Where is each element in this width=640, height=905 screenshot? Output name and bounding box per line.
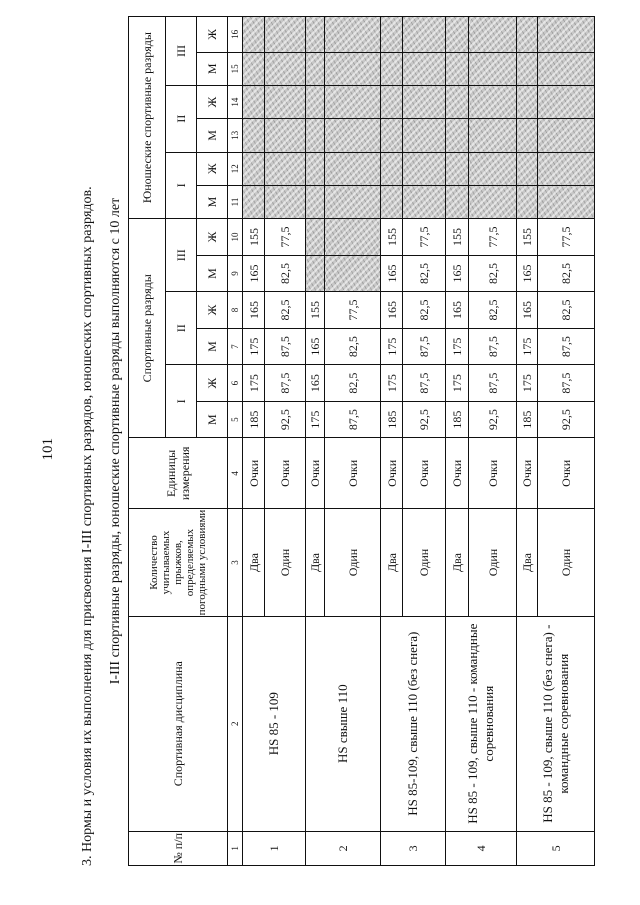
hatched-cell: [517, 185, 538, 218]
header-female: Ж: [197, 292, 228, 329]
hatched-cell: [403, 119, 446, 152]
value-cell: 165: [381, 292, 403, 329]
unit-cell: Очки: [517, 438, 538, 509]
value-cell: 165: [446, 255, 469, 292]
hatched-cell: [243, 119, 265, 152]
header-rank-II: II: [166, 292, 197, 365]
value-cell: 185: [446, 401, 469, 438]
value-cell: 82,5: [403, 255, 446, 292]
unit-cell: Очки: [403, 438, 446, 509]
value-cell: 87,5: [265, 328, 306, 365]
hatched-cell: [538, 52, 595, 85]
hatched-cell: [306, 185, 325, 218]
value-cell: 165: [306, 328, 325, 365]
column-number: 14: [228, 85, 243, 118]
table-row: [243, 17, 265, 866]
hatched-cell: [446, 185, 469, 218]
hatched-cell: [403, 152, 446, 185]
column-number: 9: [228, 255, 243, 292]
table-body: [243, 17, 595, 866]
hatched-cell: [381, 85, 403, 118]
hatched-cell: [265, 52, 306, 85]
value-cell: 77,5: [403, 219, 446, 256]
hatched-cell: [538, 152, 595, 185]
unit-cell: Очки: [469, 438, 517, 509]
column-number: 16: [228, 17, 243, 53]
hatched-cell: [381, 152, 403, 185]
hatched-cell: [446, 85, 469, 118]
hatched-cell: [325, 52, 381, 85]
value-cell: 175: [306, 401, 325, 438]
table-row: [446, 17, 469, 866]
rotated-page-content: [78, 16, 638, 866]
value-cell: 82,5: [325, 328, 381, 365]
unit-cell: Очки: [538, 438, 595, 509]
header-youth-rank-II: II: [166, 85, 197, 152]
value-cell: 165: [243, 292, 265, 329]
value-cell: 87,5: [265, 365, 306, 402]
row-number: 4: [446, 831, 517, 865]
value-cell: 82,5: [538, 292, 595, 329]
value-cell: 82,5: [469, 255, 517, 292]
hatched-cell: [306, 17, 325, 53]
value-cell: 92,5: [265, 401, 306, 438]
hatched-cell: [243, 185, 265, 218]
hatched-cell: [265, 119, 306, 152]
value-cell: 87,5: [403, 365, 446, 402]
hatched-cell: [306, 85, 325, 118]
unit-cell: Очки: [381, 438, 403, 509]
value-cell: 175: [517, 365, 538, 402]
jumps-cell: Один: [325, 509, 381, 616]
value-cell: 175: [243, 365, 265, 402]
value-cell: 82,5: [265, 255, 306, 292]
hatched-cell: [243, 52, 265, 85]
header-male: М: [197, 328, 228, 365]
hatched-cell: [538, 119, 595, 152]
header-female: Ж: [197, 365, 228, 402]
value-cell: 82,5: [403, 292, 446, 329]
unit-cell: Очки: [306, 438, 325, 509]
header-jumps: Количество учитываемых прыжков, определяемых погодными условиями: [129, 509, 228, 616]
column-number: 4: [228, 438, 243, 509]
discipline-cell: HS 85-109, свыше 110 (без снега): [381, 616, 446, 831]
hatched-cell: [325, 152, 381, 185]
value-cell: 165: [446, 292, 469, 329]
hatched-cell: [446, 17, 469, 53]
value-cell: 82,5: [325, 365, 381, 402]
jumps-cell: Один: [538, 509, 595, 616]
value-cell: 185: [381, 401, 403, 438]
column-number: 1: [228, 831, 243, 865]
jumps-cell: Два: [517, 509, 538, 616]
hatched-cell: [381, 17, 403, 53]
unit-cell: Очки: [265, 438, 306, 509]
hatched-cell: [538, 185, 595, 218]
value-cell: 165: [517, 255, 538, 292]
header-youth-rank-I: I: [166, 152, 197, 219]
value-cell: 165: [306, 365, 325, 402]
hatched-cell: [265, 152, 306, 185]
column-number: 5: [228, 401, 243, 438]
header-sport-ranks: Спортивные разряды: [129, 219, 166, 438]
hatched-cell: [325, 255, 381, 292]
value-cell: 175: [446, 328, 469, 365]
value-cell: 155: [306, 292, 325, 329]
hatched-cell: [325, 185, 381, 218]
header-youth-rank-III: III: [166, 17, 197, 86]
table-row: [381, 17, 403, 866]
value-cell: 87,5: [403, 328, 446, 365]
value-cell: 155: [446, 219, 469, 256]
hatched-cell: [469, 52, 517, 85]
row-number: 2: [306, 831, 381, 865]
column-number: 6: [228, 365, 243, 402]
hatched-cell: [469, 152, 517, 185]
jumps-cell: Один: [403, 509, 446, 616]
jumps-cell: Один: [265, 509, 306, 616]
hatched-cell: [265, 17, 306, 53]
hatched-cell: [325, 119, 381, 152]
hatched-cell: [325, 219, 381, 256]
header-rank-I: I: [166, 365, 197, 438]
value-cell: 87,5: [325, 401, 381, 438]
hatched-cell: [517, 17, 538, 53]
header-female: Ж: [197, 152, 228, 185]
hatched-cell: [517, 119, 538, 152]
header-female: Ж: [197, 17, 228, 53]
hatched-cell: [469, 85, 517, 118]
discipline-cell: HS свыше 110: [306, 616, 381, 831]
value-cell: 87,5: [538, 365, 595, 402]
header-female: Ж: [197, 85, 228, 118]
hatched-cell: [325, 17, 381, 53]
header-male: М: [197, 52, 228, 85]
section-heading: 3. Нормы и условия их выполнения для присвоения I-III спортивных разрядов, юношеских спортивных разрядов.: [80, 186, 95, 866]
hatched-cell: [381, 52, 403, 85]
hatched-cell: [446, 152, 469, 185]
column-number: 13: [228, 119, 243, 152]
jumps-cell: Два: [243, 509, 265, 616]
norms-table: [128, 16, 595, 866]
hatched-cell: [446, 119, 469, 152]
header-discipline: Спортивная дисциплина: [129, 616, 228, 831]
value-cell: 175: [517, 328, 538, 365]
column-number: 8: [228, 292, 243, 329]
value-cell: 92,5: [403, 401, 446, 438]
value-cell: 165: [517, 292, 538, 329]
value-cell: 87,5: [469, 328, 517, 365]
discipline-cell: HS 85 - 109, свыше 110 - командные соревнования: [446, 616, 517, 831]
header-male: М: [197, 401, 228, 438]
value-cell: 175: [381, 365, 403, 402]
value-cell: 92,5: [538, 401, 595, 438]
unit-cell: Очки: [243, 438, 265, 509]
value-cell: 77,5: [325, 292, 381, 329]
unit-cell: Очки: [325, 438, 381, 509]
discipline-cell: HS 85 - 109: [243, 616, 306, 831]
column-number: 7: [228, 328, 243, 365]
value-cell: 175: [381, 328, 403, 365]
hatched-cell: [265, 185, 306, 218]
hatched-cell: [403, 17, 446, 53]
header-num: № п/п: [129, 831, 228, 865]
hatched-cell: [403, 185, 446, 218]
unit-cell: Очки: [446, 438, 469, 509]
jumps-cell: Два: [446, 509, 469, 616]
hatched-cell: [243, 152, 265, 185]
hatched-cell: [306, 119, 325, 152]
column-number: 10: [228, 219, 243, 256]
hatched-cell: [403, 85, 446, 118]
hatched-cell: [538, 85, 595, 118]
value-cell: 165: [381, 255, 403, 292]
jumps-cell: Два: [381, 509, 403, 616]
hatched-cell: [403, 52, 446, 85]
header-youth-ranks: Юношеские спортивные разряды: [129, 17, 166, 219]
value-cell: 77,5: [265, 219, 306, 256]
hatched-cell: [538, 17, 595, 53]
value-cell: 155: [381, 219, 403, 256]
column-number: 12: [228, 152, 243, 185]
value-cell: 77,5: [538, 219, 595, 256]
header-male: М: [197, 185, 228, 218]
value-cell: 92,5: [469, 401, 517, 438]
header-rank-III: III: [166, 219, 197, 292]
column-number: 11: [228, 185, 243, 218]
hatched-cell: [243, 17, 265, 53]
hatched-cell: [469, 119, 517, 152]
value-cell: 185: [243, 401, 265, 438]
hatched-cell: [517, 152, 538, 185]
value-cell: 82,5: [538, 255, 595, 292]
value-cell: 82,5: [265, 292, 306, 329]
jumps-cell: Один: [469, 509, 517, 616]
discipline-cell: HS 85 - 109, свыше 110 (без снега) - командные соревнования: [517, 616, 595, 831]
hatched-cell: [306, 152, 325, 185]
value-cell: 165: [243, 255, 265, 292]
column-number: 3: [228, 509, 243, 616]
column-number: 15: [228, 52, 243, 85]
row-number: 1: [243, 831, 306, 865]
hatched-cell: [469, 185, 517, 218]
column-number: 2: [228, 616, 243, 831]
value-cell: 185: [517, 401, 538, 438]
header-female: Ж: [197, 219, 228, 256]
value-cell: 155: [517, 219, 538, 256]
hatched-cell: [306, 52, 325, 85]
hatched-cell: [243, 85, 265, 118]
hatched-cell: [517, 85, 538, 118]
page-number: 101: [40, 438, 56, 461]
value-cell: 77,5: [469, 219, 517, 256]
value-cell: 87,5: [469, 365, 517, 402]
value-cell: 155: [243, 219, 265, 256]
hatched-cell: [469, 17, 517, 53]
hatched-cell: [325, 85, 381, 118]
hatched-cell: [381, 119, 403, 152]
table-row: [517, 17, 538, 866]
row-number: 3: [381, 831, 446, 865]
header-male: М: [197, 255, 228, 292]
value-cell: 82,5: [469, 292, 517, 329]
hatched-cell: [446, 52, 469, 85]
section-subheading: I-III спортивные разряды, юношеские спортивные разряды выполняются с 10 лет: [108, 197, 123, 685]
table-row: [306, 17, 325, 866]
hatched-cell: [265, 85, 306, 118]
value-cell: 175: [446, 365, 469, 402]
hatched-cell: [306, 219, 325, 256]
hatched-cell: [381, 185, 403, 218]
hatched-cell: [306, 255, 325, 292]
jumps-cell: Два: [306, 509, 325, 616]
value-cell: 175: [243, 328, 265, 365]
hatched-cell: [517, 52, 538, 85]
value-cell: 87,5: [538, 328, 595, 365]
header-male: М: [197, 119, 228, 152]
row-number: 5: [517, 831, 595, 865]
header-units: Единицы измерения: [129, 438, 228, 509]
